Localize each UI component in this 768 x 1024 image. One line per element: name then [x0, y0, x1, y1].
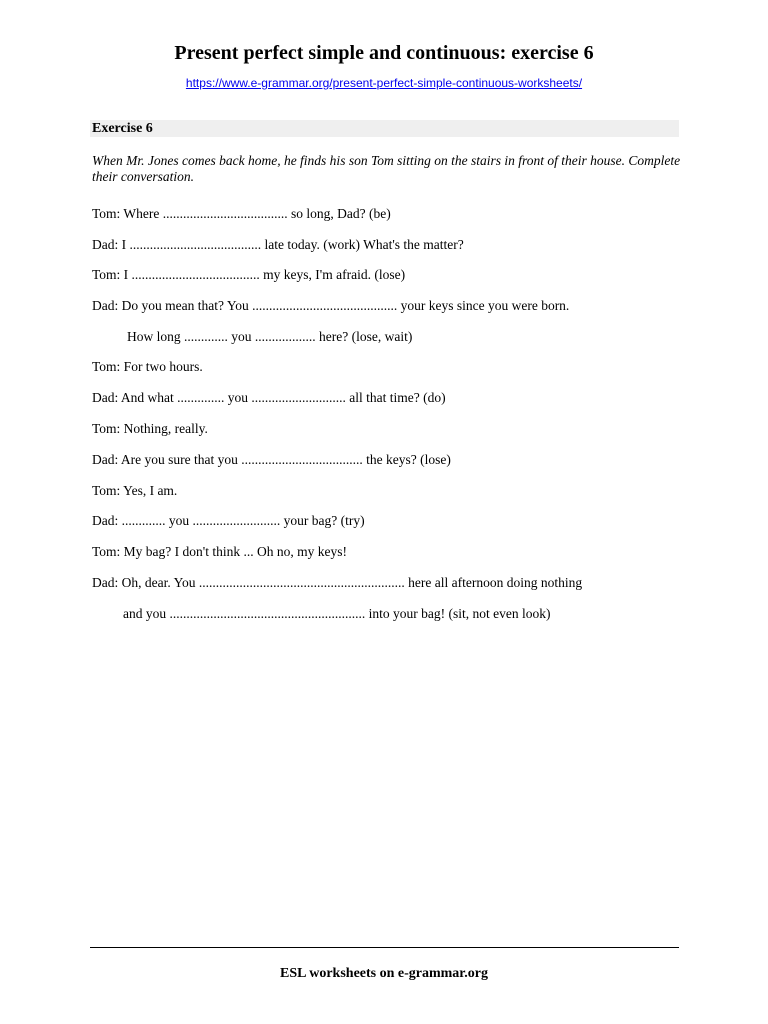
dialogue-line: Tom: Where ..................................... so long, Dad? (be) — [92, 206, 391, 221]
dialogue-line: Dad: I ....................................... late today. (work) What's the matter? — [92, 237, 464, 252]
dialogue-line: Tom: Nothing, really. — [92, 421, 208, 436]
dialogue-line: Tom: For two hours. — [92, 359, 203, 374]
exercise-heading: Exercise 6 — [90, 120, 679, 137]
exercise-instructions: When Mr. Jones comes back home, he finds his son Tom sitting on the stairs in front of their house. Complete their conversation. — [92, 153, 681, 184]
dialogue-line: Dad: Do you mean that? You ........................................... your keys since you were born. — [92, 298, 570, 313]
dialogue-line: Tom: Yes, I am. — [92, 483, 178, 498]
footer-text: ESL worksheets on e-grammar.org — [280, 966, 488, 981]
dialogue-line: Tom: I ...................................... my keys, I'm afraid. (lose) — [92, 267, 406, 282]
dialogue-line: Dad: And what .............. you ............................ all that time? (do) — [92, 390, 446, 405]
dialogue-line: Dad: ............. you .......................... your bag? (try) — [92, 513, 365, 528]
dialogue-line: Tom: My bag? I don't think ... Oh no, my keys! — [92, 544, 347, 559]
dialogue-line: Dad: Are you sure that you .................................... the keys? (lose) — [92, 452, 451, 467]
source-link[interactable]: https://www.e-grammar.org/present-perfect-simple-continuous-worksheets/ — [185, 76, 583, 90]
dialogue-line: Dad: Oh, dear. You ............................................................. here all afternoon doing nothing — [92, 575, 583, 590]
dialogue-line: and you .......................................................... into your bag! (sit, not even look) — [123, 606, 551, 621]
dialogue-line: How long ............. you .................. here? (lose, wait) — [127, 329, 413, 344]
footer-divider — [90, 947, 679, 948]
page-title: Present perfect simple and continuous: exercise 6 — [174, 42, 594, 64]
